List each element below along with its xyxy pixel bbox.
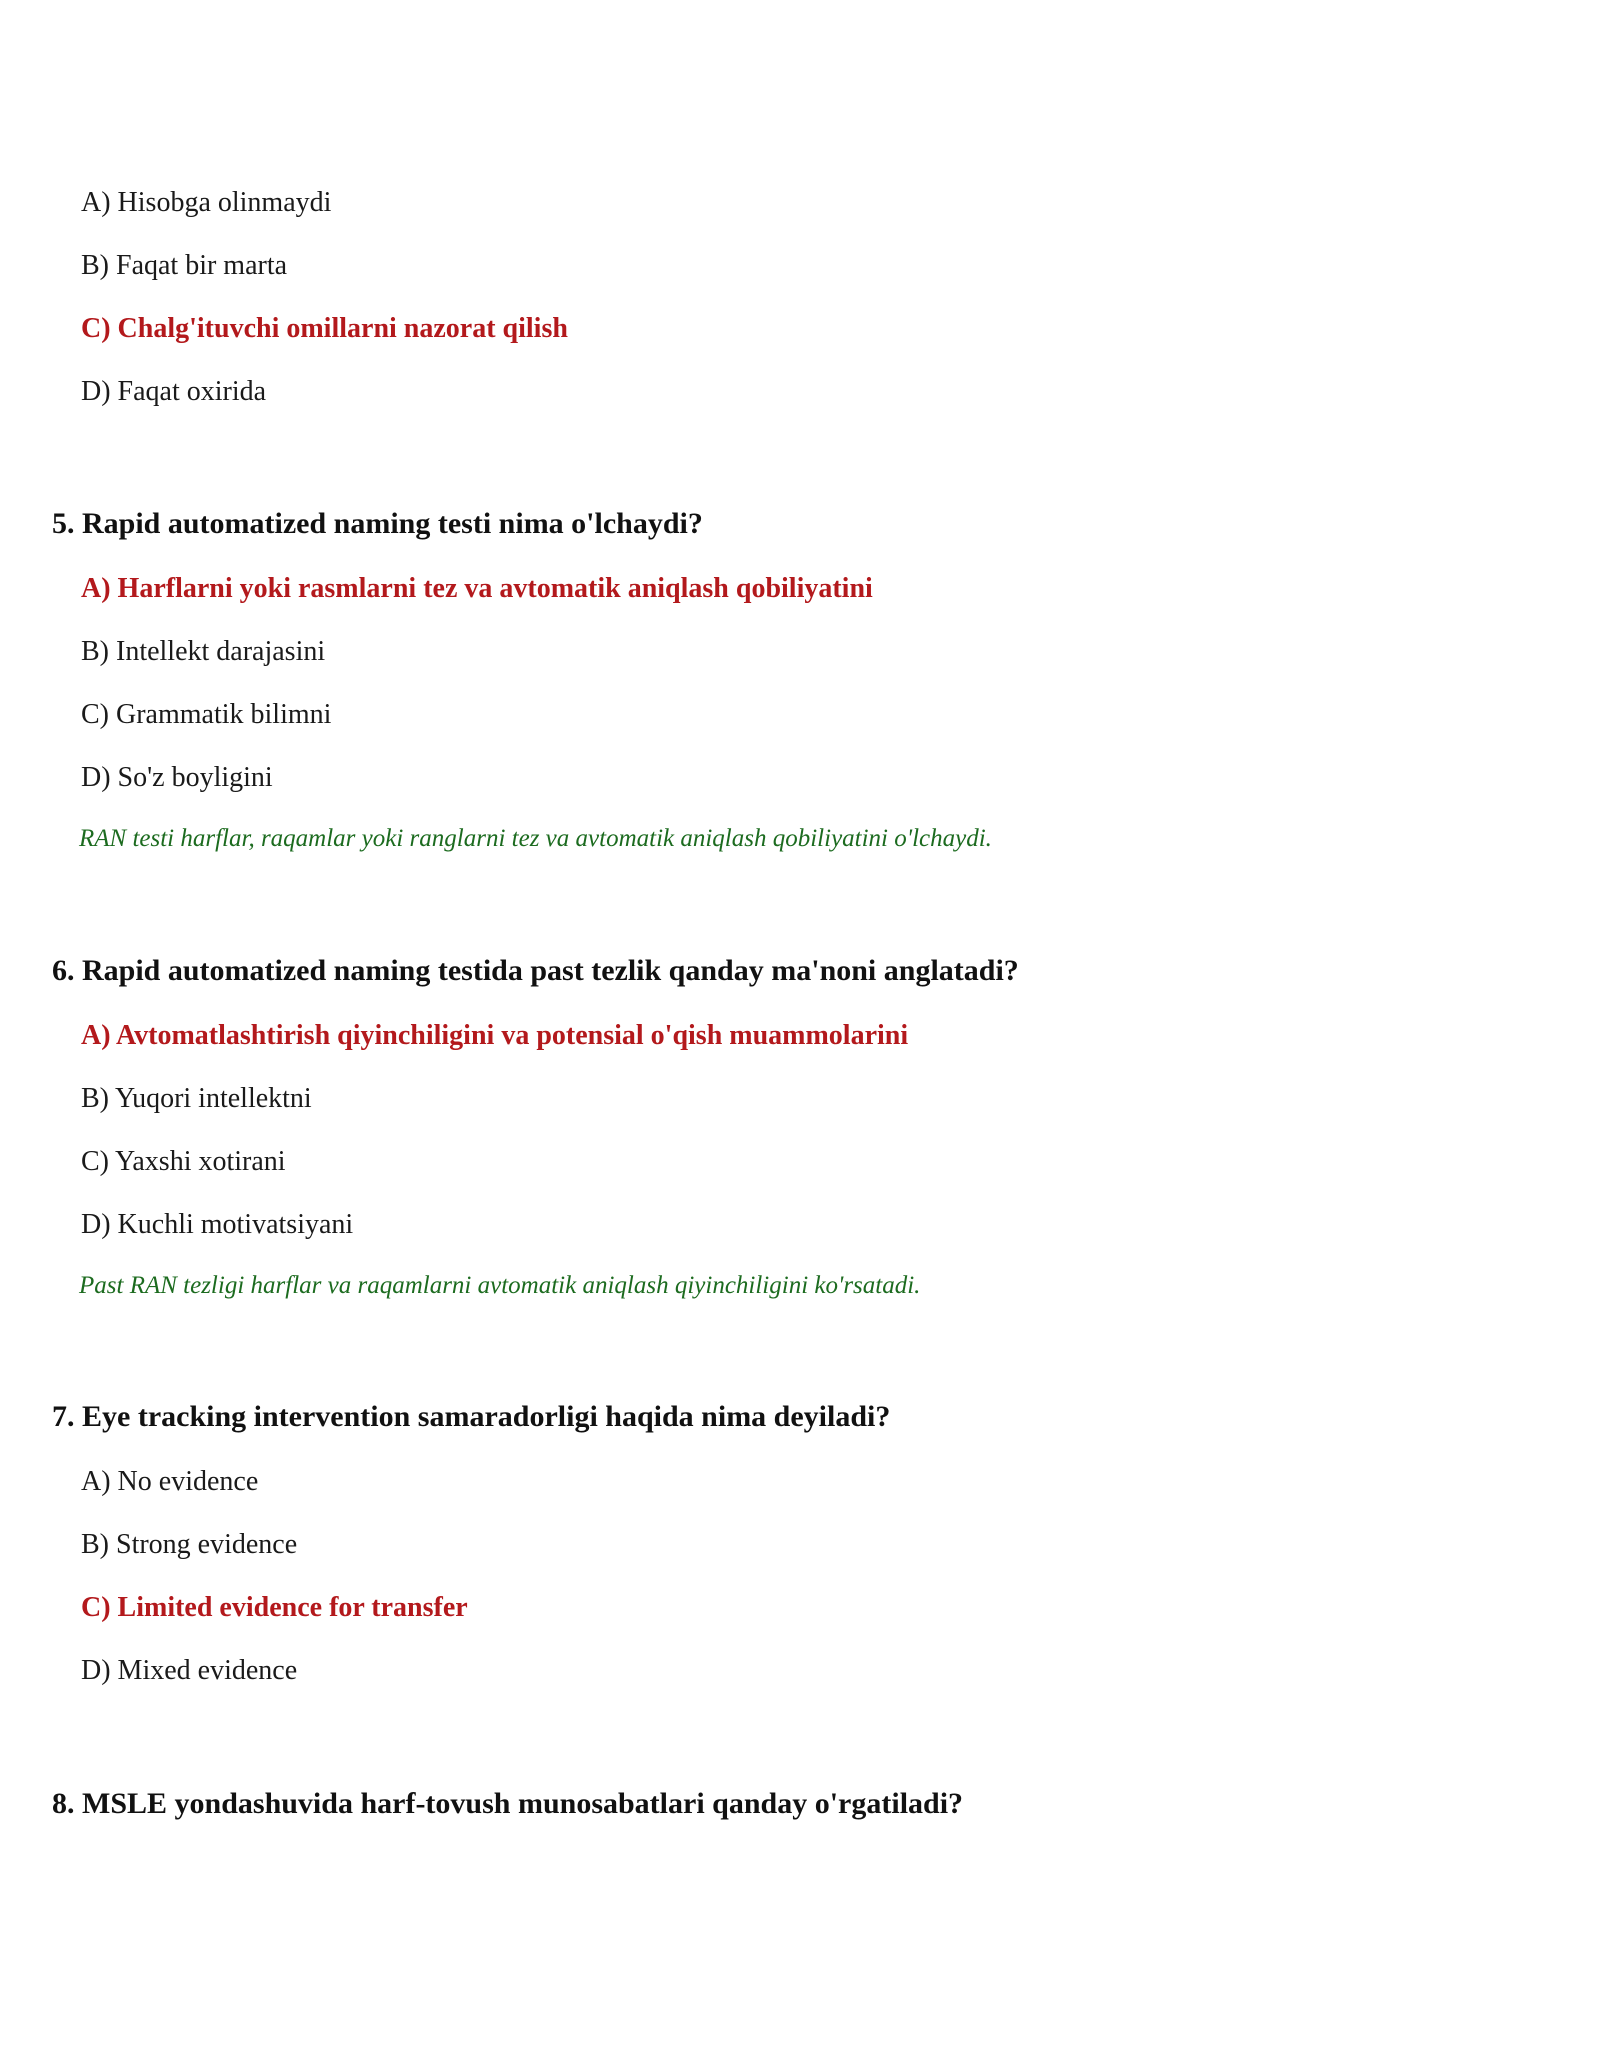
option-d: D) Mixed evidence — [81, 1655, 298, 1686]
option-b: B) Intellekt darajasini — [81, 636, 326, 667]
question-title: 6. Rapid automatized naming testida past tezlik qanday ma'noni anglatadi? — [52, 954, 1019, 987]
option-a-correct: A) Avtomatlashtirish qiyinchiligini va potensial o'qish muammolarini — [81, 1020, 909, 1051]
option-b: B) Strong evidence — [81, 1529, 298, 1560]
answer-explanation: RAN testi harflar, raqamlar yoki ranglarni tez va avtomatik aniqlash qobiliyatini o'lchaydi. — [79, 825, 992, 852]
option-d: D) Kuchli motivatsiyani — [81, 1209, 354, 1240]
option-d: D) So'z boyligini — [81, 762, 273, 793]
option-c: C) Grammatik bilimni — [81, 699, 332, 730]
option-d: D) Faqat oxirida — [81, 376, 267, 407]
question-title: 8. MSLE yondashuvida harf-tovush munosabatlari qanday o'rgatiladi? — [52, 1787, 964, 1820]
question-title: 7. Eye tracking intervention samaradorligi haqida nima deyiladi? — [52, 1400, 891, 1433]
option-c-correct: C) Limited evidence for transfer — [81, 1592, 468, 1623]
option-a-correct: A) Harflarni yoki rasmlarni tez va avtomatik aniqlash qobiliyatini — [81, 573, 873, 604]
option-a: A) Hisobga olinmaydi — [81, 187, 332, 218]
option-c: C) Yaxshi xotirani — [81, 1146, 286, 1177]
question-title: 5. Rapid automatized naming testi nima o'lchaydi? — [52, 507, 703, 540]
answer-explanation: Past RAN tezligi harflar va raqamlarni avtomatik aniqlash qiyinchiligini ko'rsatadi. — [79, 1272, 921, 1299]
option-a: A) No evidence — [81, 1466, 259, 1497]
option-c-correct: C) Chalg'ituvchi omillarni nazorat qilish — [81, 313, 568, 344]
option-b: B) Faqat bir marta — [81, 250, 288, 281]
option-b: B) Yuqori intellektni — [81, 1083, 312, 1114]
